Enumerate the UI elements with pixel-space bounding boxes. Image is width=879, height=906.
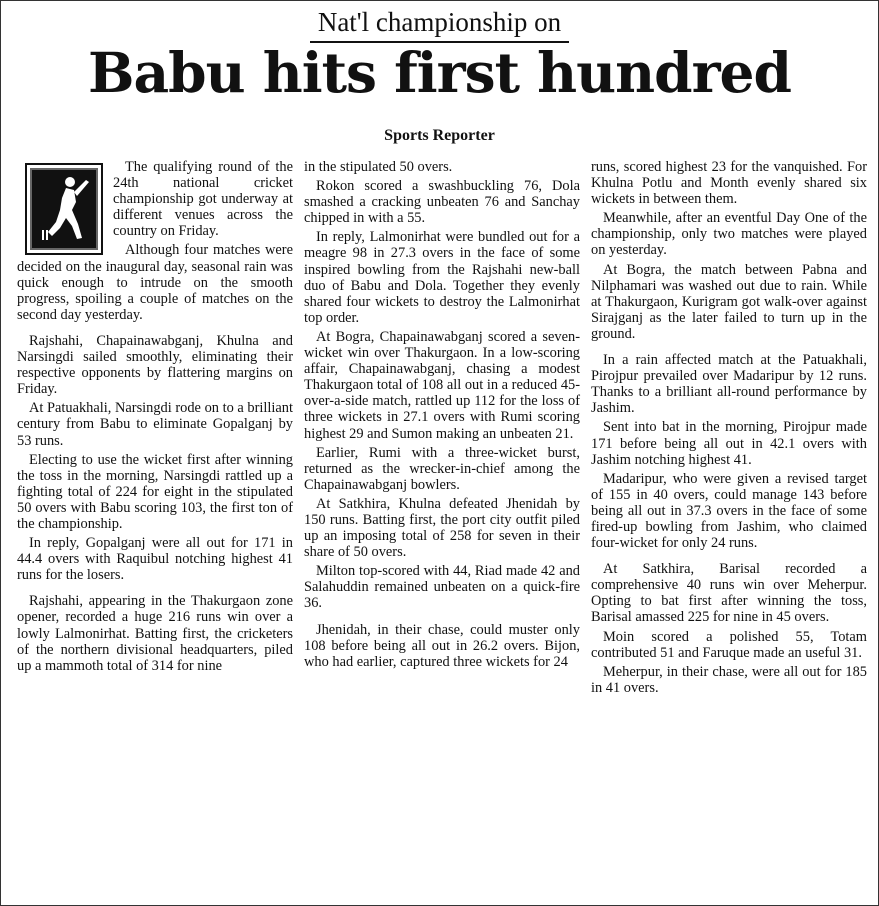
paragraph: Sent into bat in the morning, Pirojpur made 171 before being all out in 42.1 overs with Jashim notching highest 41.: [591, 419, 867, 468]
paragraph: Rajshahi, Chapainawabganj, Khulna and Narsingdi sailed smoothly, eliminating their respective opponents by flattering margins on Friday.: [17, 332, 293, 398]
paragraph: Milton top-scored with 44, Riad made 42 and Salahuddin remained unbeaten on a quick-fire 36.: [304, 563, 580, 612]
paragraph: Rajshahi, appearing in the Thakurgaon zone opener, recorded a huge 216 runs win over a lowly Lalmonirhat. Batting first, the cricketers of the northern divisional headquarters, piled up a mammoth total of 314 for nine: [17, 593, 293, 674]
paragraph: In a rain affected match at the Patuakhali, Pirojpur prevailed over Madaripur by 12 runs. Thanks to a brilliant all-round performance by Jashim.: [591, 352, 867, 417]
article-body: [17, 159, 867, 699]
paragraph: Rokon scored a swashbuckling 76, Dola smashed a cracking unbeaten 76 and Sanchay chipped in with a 55.: [304, 178, 580, 227]
paragraph: Meherpur, in their chase, were all out for 185 in 41 overs.: [591, 663, 867, 696]
paragraph: Earlier, Rumi with a three-wicket burst, returned as the wrecker-in-chief among the Chapainawabganj bowlers.: [304, 444, 580, 493]
column-3: [591, 159, 867, 699]
paragraph: Meanwhile, after an eventful Day One of the championship, only two matches were played on yesterday.: [591, 210, 867, 259]
kicker-text: Nat'l championship on: [310, 7, 569, 43]
column-2: [304, 159, 580, 699]
paragraph: Madaripur, who were given a revised target of 155 in 40 overs, could manage 143 before being all out in 37.3 overs in the face of some fired-up bowling from Jashim, who claimed four-wicket for only 24 runs.: [591, 470, 867, 552]
paragraph: Although four matches were decided on the inaugural day, seasonal rain was quick enough to intrude on the smooth progress, spoiling a couple of matches on the second day yesterday.: [17, 242, 293, 323]
paragraph: At Satkhira, Barisal recorded a comprehensive 40 runs win over Meherpur. Opting to bat first after winning the toss, Barisal amassed 225 for nine in 45 overs.: [591, 561, 867, 626]
kicker: [1, 7, 878, 43]
paragraph: in the stipulated 50 overs.: [304, 159, 453, 175]
cricket-batsman-icon: [30, 168, 98, 250]
paragraph: In reply, Gopalganj were all out for 171 in 44.4 overs with Raquibul notching highest 41 runs for the losers.: [17, 535, 293, 584]
paragraph: At Patuakhali, Narsingdi rode on to a brilliant century from Babu to eliminate Gopalganj by 53 runs.: [17, 400, 293, 449]
paragraph: Jhenidah, in their chase, could muster only 108 before being all out in 26.2 overs. Bijon, who had earlier, captured three wickets for 24: [304, 621, 580, 670]
paragraph: In reply, Lalmonirhat were bundled out for a meagre 98 in 27.3 overs in the face of some inspired bowling from the Rajshahi new-ball duo of Babu and Dola. Together they evenly shared four wickets to destroy the Lalmonirhat top order.: [304, 229, 580, 326]
byline: Sports Reporter: [384, 127, 495, 144]
paragraph: At Bogra, the match between Pabna and Nilphamari was washed out due to rain. While at Thakurgaon, Kurigram got walk-over against Sirajganj as the later failed to turn up in the ground.: [591, 261, 867, 342]
cricket-logo: [25, 163, 103, 255]
paragraph: The qualifying round of the 24th national cricket championship got underway at different venues across the country on Friday.: [113, 159, 293, 240]
paragraph: Moin scored a polished 55, Totam contributed 51 and Faruque made an useful 31.: [591, 628, 867, 661]
paragraph: At Bogra, Chapainawabganj scored a seven-wicket win over Thakurgaon. In a low-scoring affair, Chapainawabganj, chasing a modest Thakurgaon total of 108 all out in a reduced 45-over-a-side match, rattled up 112 for the loss of three wickets in 27.1 overs with Rumi scoring highest 29 and Sumon making an unbeaten 21.: [304, 328, 580, 442]
column-1: [17, 159, 293, 699]
paragraph: Electing to use the wicket first after winning the toss in the morning, Narsingdi rattled up a fighting total of 224 for eight in the stipulated 50 overs with Babu scoring 103, the first ton of the championship.: [17, 451, 293, 532]
paragraph: At Satkhira, Khulna defeated Jhenidah by 150 runs. Batting first, the port city outfit piled up an imposing total of 258 for seven in their share of 50 overs.: [304, 495, 580, 561]
paragraph: runs, scored highest 23 for the vanquished. For Khulna Potlu and Month evenly shared six wickets in between them.: [591, 159, 867, 208]
headline: Babu hits first hundred: [87, 40, 791, 105]
